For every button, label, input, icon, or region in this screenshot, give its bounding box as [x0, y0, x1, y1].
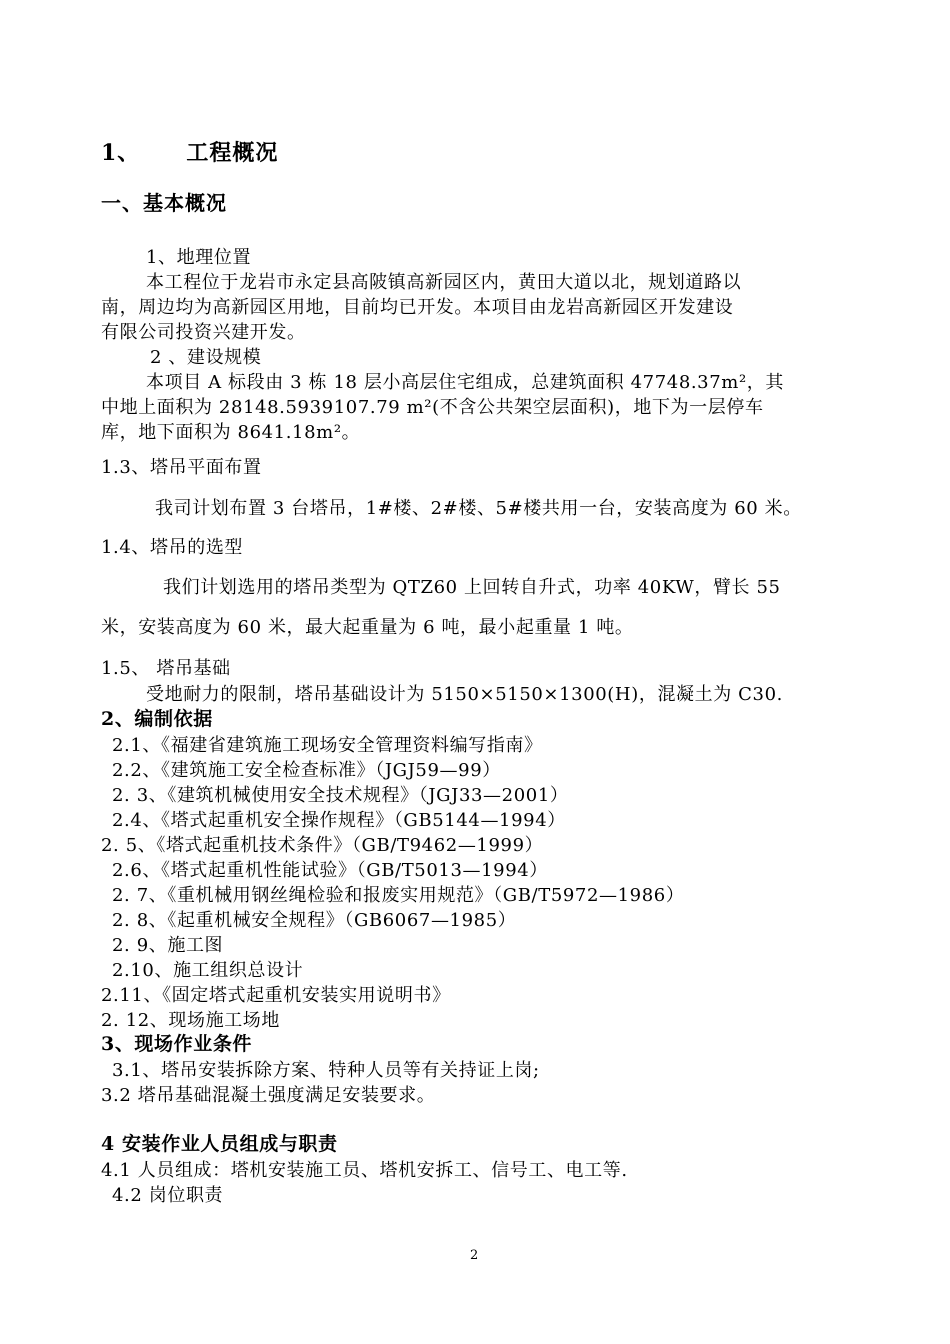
s15-title: 1.5、 塔吊基础 — [101, 658, 231, 679]
sec2-heading: 2、编制依据 — [101, 708, 213, 730]
scale-line: 中地上面积为 28148.5939107.79 m²(不含公共架空层面积)，地下为一层停车 — [101, 397, 764, 418]
main-heading — [101, 142, 278, 164]
basis-item: 2.4、《塔式起重机安全操作规程》（GB5144—1994） — [112, 810, 566, 831]
s13-text: 我司计划布置 3 台塔吊，1#楼、2#楼、5#楼共用一台，安装高度为 60 米。 — [155, 498, 802, 519]
basis-item: 2.10、施工组织总设计 — [112, 960, 304, 981]
main-heading-title: 工程概况 — [186, 140, 279, 166]
scale-title: 2 、建设规模 — [150, 347, 262, 368]
s14-line: 米，安装高度为 60 米，最大起重量为 6 吨，最小起重量 1 吨。 — [101, 617, 634, 638]
basis-item: 2. 3、《建筑机械使用安全技术规程》（JGJ33—2001） — [112, 785, 569, 806]
basis-item: 2.2、《建筑施工安全检查标准》（JGJ59—99） — [112, 760, 501, 781]
sec3-item: 3.1、塔吊安装拆除方案、特种人员等有关持证上岗; — [112, 1060, 540, 1081]
sec4-item: 4.2 岗位职责 — [112, 1185, 224, 1206]
sec4-item: 4.1 人员组成：塔机安装施工员、塔机安拆工、信号工、电工等. — [101, 1160, 628, 1181]
s14-title: 1.4、塔吊的选型 — [101, 537, 244, 558]
s15-text: 受地耐力的限制，塔吊基础设计为 5150×5150×1300(H)，混凝土为 C30. — [146, 684, 783, 705]
basis-item: 2.11、《固定塔式起重机安装实用说明书》 — [101, 985, 451, 1006]
main-heading-number: 1、 — [101, 140, 141, 166]
s14-line: 我们计划选用的塔吊类型为 QTZ60 上回转自升式，功率 40KW，臂长 55 — [163, 577, 781, 598]
geo-line: 本工程位于龙岩市永定县高陂镇高新园区内，黄田大道以北，规划道路以 — [146, 272, 742, 293]
basis-item: 2. 9、施工图 — [112, 935, 224, 956]
sec3-item: 3.2 塔吊基础混凝土强度满足安装要求。 — [101, 1085, 436, 1106]
scale-line: 本项目 A 标段由 3 栋 18 层小高层住宅组成，总建筑面积 47748.37m²，其 — [146, 372, 784, 393]
basis-item: 2. 8、《起重机械安全规程》（GB6067—1985） — [112, 910, 517, 931]
page-number: 2 — [470, 1248, 479, 1263]
basis-item: 2.6、《塔式起重机性能试验》（GB/T5013—1994） — [112, 860, 548, 881]
basis-item: 2. 5、《塔式起重机技术条件》（GB/T9462—1999） — [101, 835, 544, 856]
geo-line: 有限公司投资兴建开发。 — [101, 322, 306, 343]
scale-line: 库，地下面积为 8641.18m²。 — [101, 422, 361, 443]
section-basic-heading: 一、基本概况 — [101, 191, 227, 215]
geo-title: 1、地理位置 — [146, 247, 252, 268]
s13-title: 1.3、塔吊平面布置 — [101, 457, 262, 478]
basis-item: 2.1、《福建省建筑施工现场安全管理资料编写指南》 — [112, 735, 543, 756]
sec4-heading: 4 安装作业人员组成与职责 — [101, 1133, 338, 1155]
basis-item: 2. 12、现场施工场地 — [101, 1010, 280, 1031]
sec3-heading: 3、现场作业条件 — [101, 1033, 253, 1055]
basis-item: 2. 7、《重机械用钢丝绳检验和报废实用规范》（GB/T5972—1986） — [112, 885, 685, 906]
geo-line: 南，周边均为高新园区用地，目前均已开发。本项目由龙岩高新园区开发建设 — [101, 297, 734, 318]
